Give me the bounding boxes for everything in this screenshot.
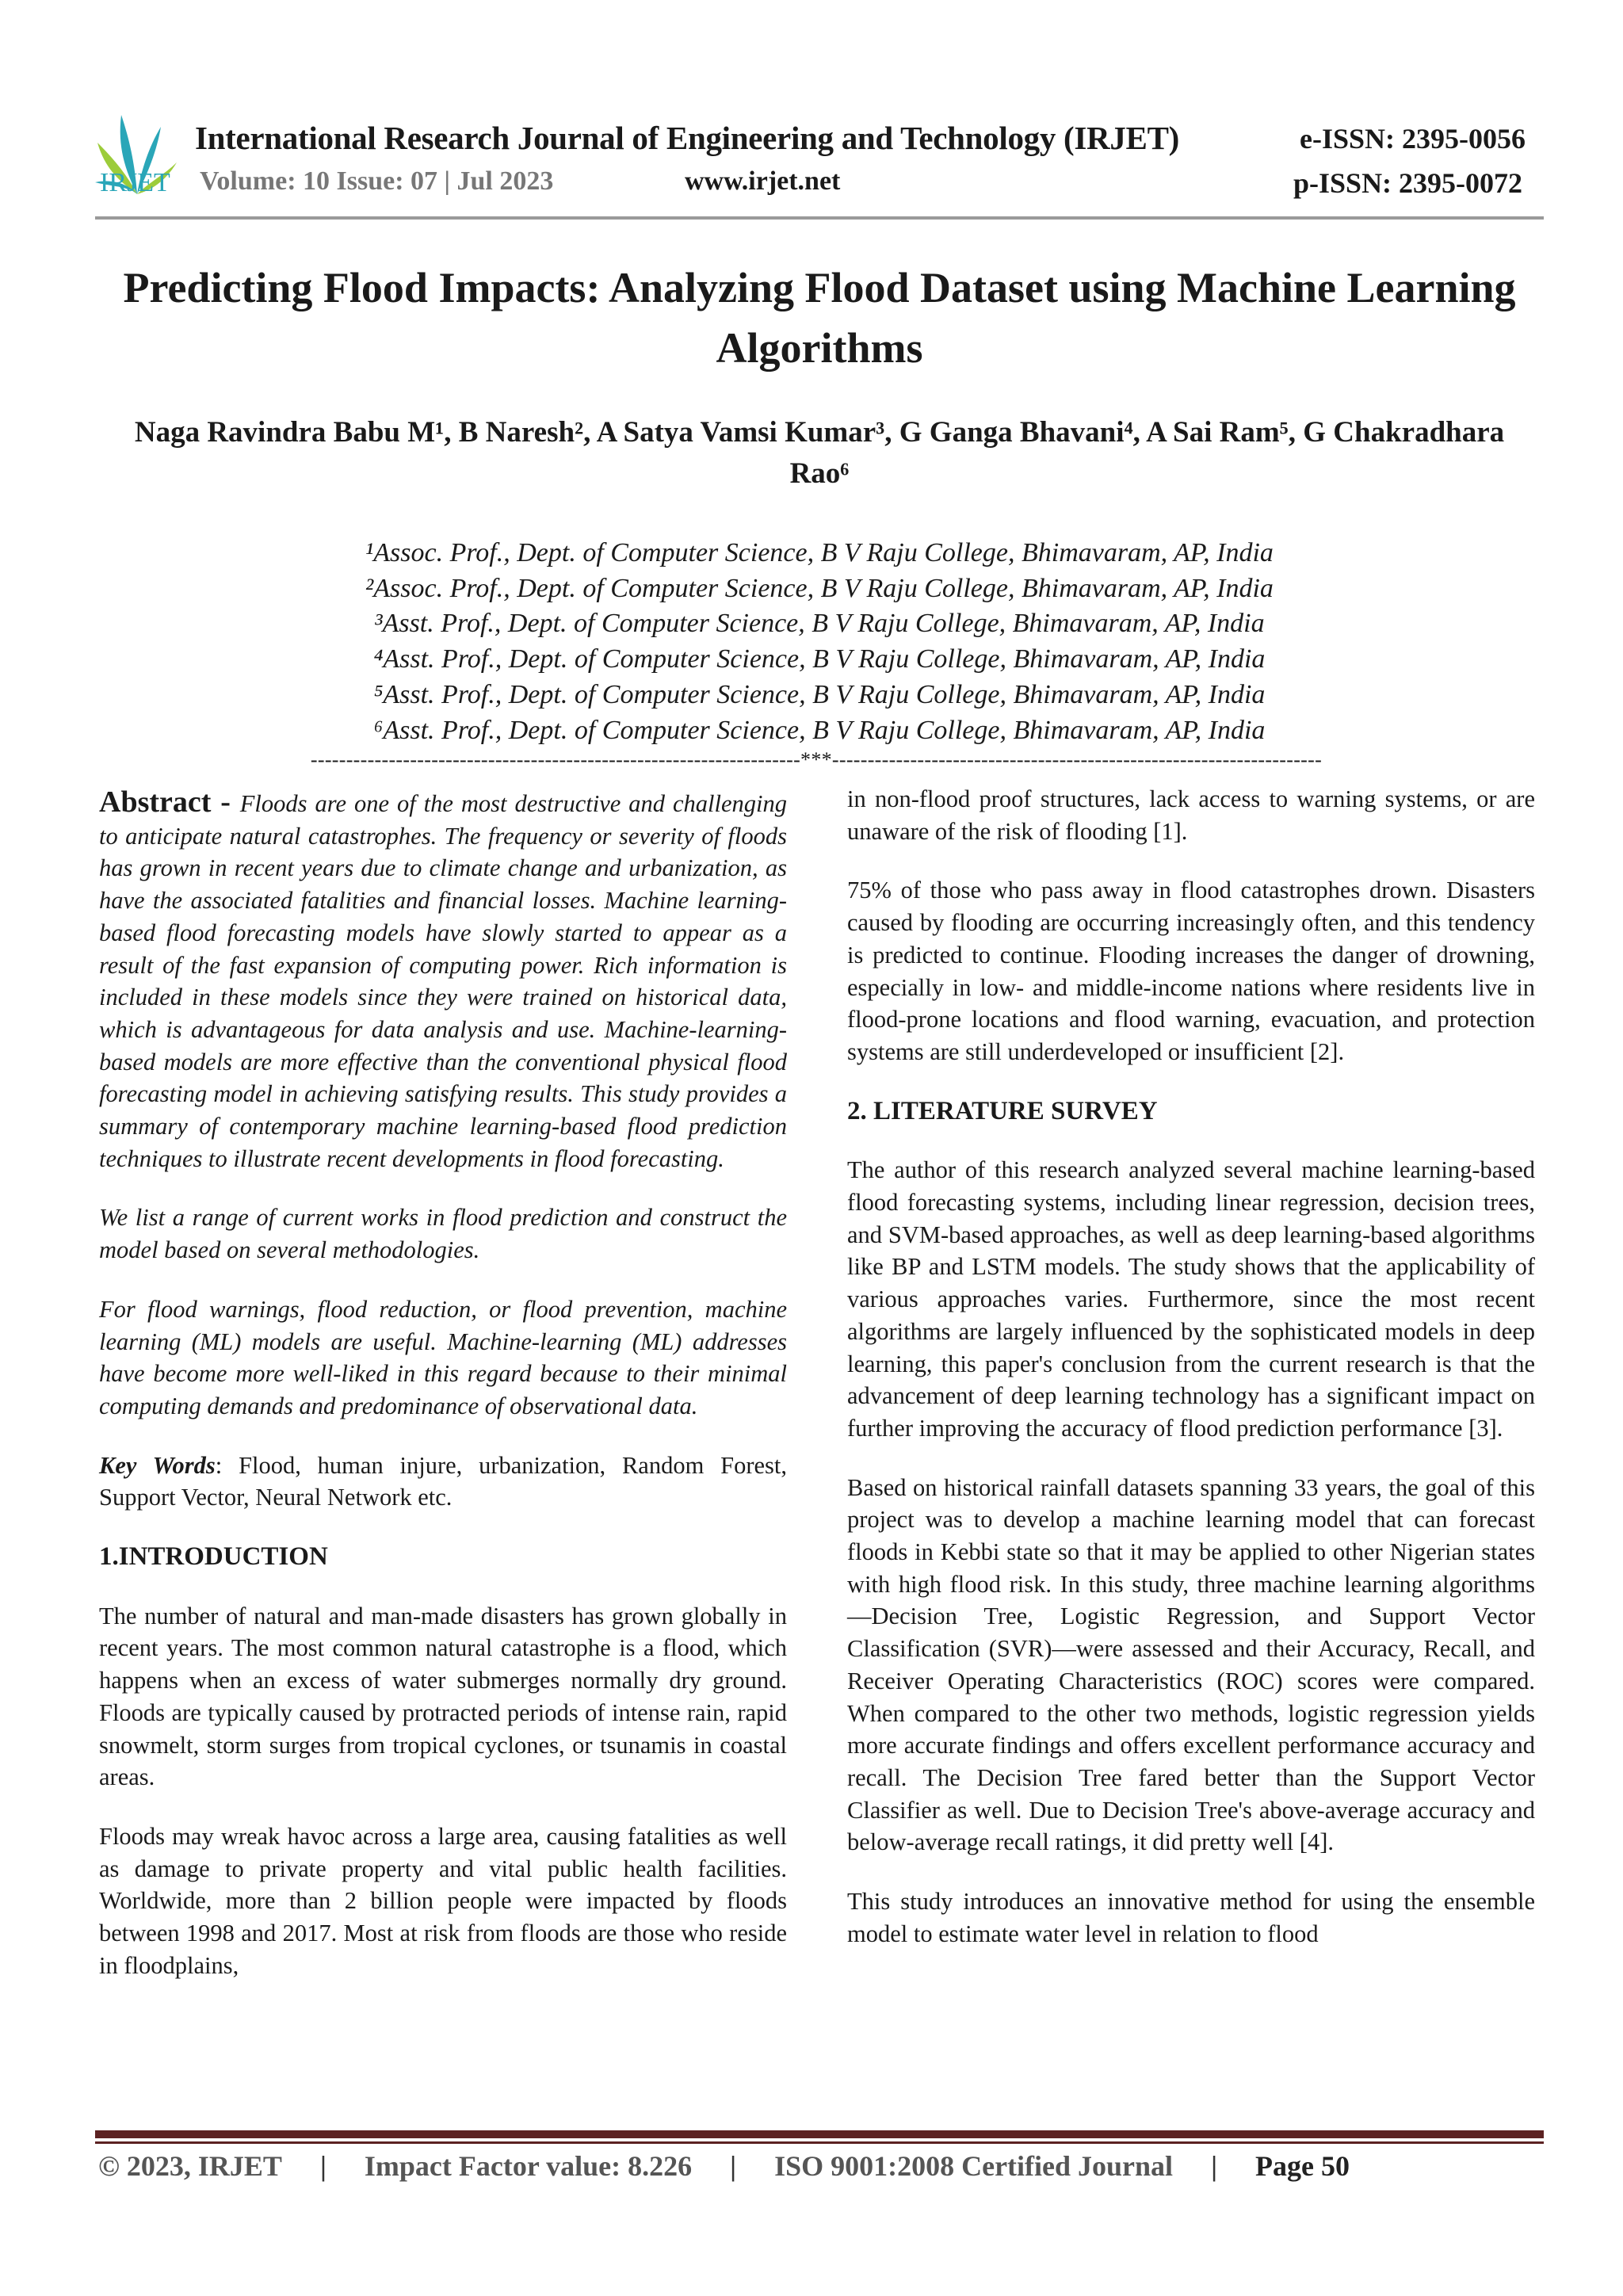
- affiliation: ³Asst. Prof., Dept. of Computer Science, B V Raju College, Bhimavaram, AP, India: [374, 609, 1265, 639]
- abstract-paragraph: For flood warnings, flood reduction, or flood prevention, machine learning (ML) models are useful. Machine-learning (ML) addresses have become more well-liked in this regard because to their minimal computing demands and predominance of observational data.: [99, 1295, 787, 1419]
- divider: |: [1211, 2150, 1217, 2182]
- affiliation: ⁴Asst. Prof., Dept. of Computer Science, B V Raju College, Bhimavaram, AP, India: [373, 644, 1266, 674]
- impact-factor: Impact Factor value: 8.226: [364, 2150, 693, 2182]
- right-column: [847, 783, 1535, 1977]
- section-heading-introduction: 1.INTRODUCTION: [99, 1542, 328, 1572]
- keywords-text: : Flood, human injure, urbanization, Random Forest, Support Vector, Neural Network etc.: [99, 1451, 788, 1511]
- affiliation: ⁶Asst. Prof., Dept. of Computer Science, B V Raju College, Bhimavaram, AP, India: [373, 715, 1266, 745]
- paragraph: Floods may wreak havoc across a large area, causing fatalities as well as damage to private property and vital public health facilities. Worldwide, more than 2 billion people were impacted by floods between 1998 and 2017. Most at risk from floods are those who reside in floodplains,: [99, 1822, 787, 1979]
- website-link[interactable]: www.irjet.net: [685, 166, 841, 196]
- journal-name: International Research Journal of Engineering and Technology (IRJET): [195, 120, 1179, 156]
- abstract-label: Abstract -: [99, 785, 240, 819]
- paragraph: This study introduces an innovative method for using the ensemble model to estimate water level in relation to flood: [847, 1888, 1535, 1947]
- footer-divider-thin: [95, 2141, 1544, 2144]
- affiliations: [158, 536, 1480, 748]
- affiliation: ²Assoc. Prof., Dept. of Computer Science, B V Raju College, Bhimavaram, AP, India: [365, 573, 1274, 603]
- authors: Naga Ravindra Babu M¹, B Naresh², A Satya Vamsi Kumar³, G Ganga Bhavani⁴, A Sai Ram⁵, G Chakradhara Rao⁶: [134, 416, 1505, 490]
- footer: [98, 2149, 1525, 2183]
- keywords-label: Key Words: [99, 1451, 216, 1479]
- paragraph: Based on historical rainfall datasets spanning 33 years, the goal of this project was to develop a machine learning model that can forecast floods in Kebbi state so that it may be applied to other Nigerian states with high flood risk. In this study, three machine learning algorithms—Decision Tree, Logistic Regression, and Support Vector Classification (SVR)—were assessed and their Accuracy, Recall, and Receiver Operating Characteristics (ROC) scores were compared. When compared to the other two methods, logistic regression yields more accurate findings and offers excellent performance accuracy and recall. The Decision Tree fared better than the Support Vector Classifier as well. Due to Decision Tree's above-average accuracy and below-average recall ratings, it did pretty well [4].: [847, 1473, 1535, 1856]
- abstract: [99, 786, 787, 1175]
- p-issn: p-ISSN: 2395-0072: [1293, 167, 1523, 199]
- header-divider: [95, 216, 1544, 220]
- left-column: [99, 786, 787, 2009]
- volume-issue: Volume: 10 Issue: 07 | Jul 2023: [200, 166, 554, 196]
- footer-divider: [95, 2130, 1544, 2138]
- section-heading-literature-survey: 2. LITERATURE SURVEY: [847, 1096, 1158, 1125]
- keywords: [99, 1450, 787, 1514]
- affiliation: ⁵Asst. Prof., Dept. of Computer Science, B V Raju College, Bhimavaram, AP, India: [373, 679, 1266, 709]
- paragraph: in non-flood proof structures, lack access to warning systems, or are unaware of the risk of flooding [1].: [847, 785, 1535, 845]
- divider: |: [319, 2150, 327, 2182]
- paper-title: Predicting Flood Impacts: Analyzing Flood Dataset using Machine Learning Algorithms: [123, 264, 1516, 372]
- copyright: © 2023, IRJET: [98, 2150, 282, 2182]
- paragraph: The number of natural and man-made disasters has grown globally in recent years. The most common natural catastrophe is a flood, which happens when an excess of water submerges normally dry ground. Floods are typically caused by protracted periods of intense rain, rapid snowmelt, storm surges from tropical cyclones, or tsunamis in coastal areas.: [99, 1602, 787, 1791]
- affiliation: ¹Assoc. Prof., Dept. of Computer Science, B V Raju College, Bhimavaram, AP, India: [365, 538, 1274, 567]
- logo-text: IRJET: [100, 168, 170, 197]
- abstract-text: Floods are one of the most destructive and challenging to anticipate natural catastrophes. The frequency or severity of floods has grown in recent years due to climate change and urbanization, as have the associated fatalities and financial losses. Machine learning-based flood forecasting models have slowly started to appear as a result of the fast expansion of computing power. Rich information is included in these models since they were trained on historical data, which is advantageous for data analysis and use. Machine-learning-based models are more effective than the conventional physical flood forecasting model in achieving satisfying results. This study provides a summary of contemporary machine learning-based flood prediction techniques to illustrate recent developments in flood forecasting.: [99, 790, 787, 1172]
- section-separator: ---------------------------------------------------------------------***---------------------------------------------------------------------: [310, 748, 1323, 771]
- paragraph: 75% of those who pass away in flood catastrophes drown. Disasters caused by flooding are occurring increasingly often, and this tendency is predicted to continue. Flooding increases the danger of drowning, especially in low- and middle-income nations where residents live in flood-prone locations and flood warning, evacuation, and protection systems are still underdeveloped or insufficient [2].: [847, 877, 1535, 1065]
- abstract-paragraph: We list a range of current works in flood prediction and construct the model based on several methodologies.: [99, 1204, 787, 1264]
- iso-certification: ISO 9001:2008 Certified Journal: [774, 2150, 1174, 2182]
- divider: |: [730, 2150, 737, 2182]
- paragraph: The author of this research analyzed several machine learning-based flood forecasting systems, including linear regression, decision trees, and SVM-based approaches, as well as deep learning-based algorithms like BP and LSTM models. The study shows that the applicability of various approaches varies. Furthermore, since the most recent algorithms are largely influenced by the sophisticated models in deep learning, this paper's conclusion from the current research is that the advancement of deep learning technology has a significant impact on further improving the accuracy of flood prediction performance [3].: [847, 1156, 1535, 1442]
- page-number: Page 50: [1255, 2150, 1350, 2182]
- e-issn: e-ISSN: 2395-0056: [1300, 123, 1526, 155]
